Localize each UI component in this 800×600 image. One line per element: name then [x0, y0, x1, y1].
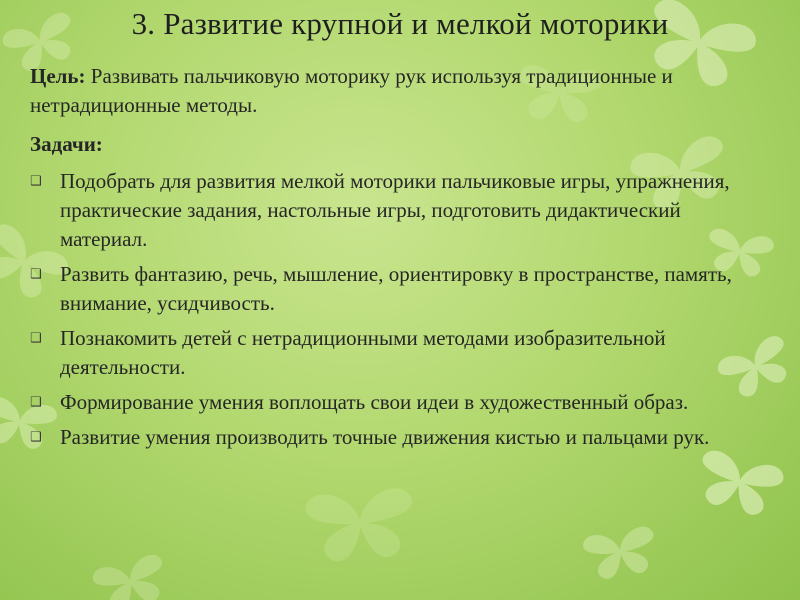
task-item: [30, 260, 765, 318]
slide-body: [30, 62, 765, 458]
butterfly-icon: [304, 487, 417, 564]
task-text: Познакомить детей с нетрадиционными методами изобразительной деятельности.: [60, 326, 666, 379]
checkbox-bullet-icon: ❑: [30, 395, 42, 410]
tasks-list: [30, 167, 765, 452]
task-item: [30, 423, 765, 452]
butterfly-icon: [692, 448, 786, 521]
checkbox-bullet-icon: ❑: [30, 430, 42, 445]
task-text: Подобрать для развития мелкой моторики пальчиковые игры, упражнения, практические задания, настольные игры, подготовить дидактический материал.: [60, 169, 730, 251]
task-item: [30, 167, 765, 254]
tasks-label: Задачи:: [30, 132, 103, 156]
task-item: [30, 388, 765, 417]
task-item: [30, 324, 765, 382]
checkbox-bullet-icon: ❑: [30, 174, 42, 189]
butterfly-icon: [582, 525, 660, 582]
checkbox-bullet-icon: ❑: [30, 267, 42, 282]
task-text: Развитие умения производить точные движения кистью и пальцами рук.: [60, 425, 710, 449]
butterfly-icon: [91, 552, 172, 600]
goal-text: Развивать пальчиковую моторику рук используя традиционные и нетрадиционные методы.: [30, 64, 673, 117]
task-text: Формирование умения воплощать свои идеи в художественный образ.: [60, 390, 689, 414]
goal-paragraph: [30, 62, 765, 120]
slide-title: 3. Развитие крупной и мелкой моторики: [131, 6, 669, 41]
checkbox-bullet-icon: ❑: [30, 331, 42, 346]
goal-label: Цель:: [30, 64, 86, 88]
task-text: Развить фантазию, речь, мышление, ориентировку в пространстве, память, внимание, усидчивость.: [60, 262, 732, 315]
